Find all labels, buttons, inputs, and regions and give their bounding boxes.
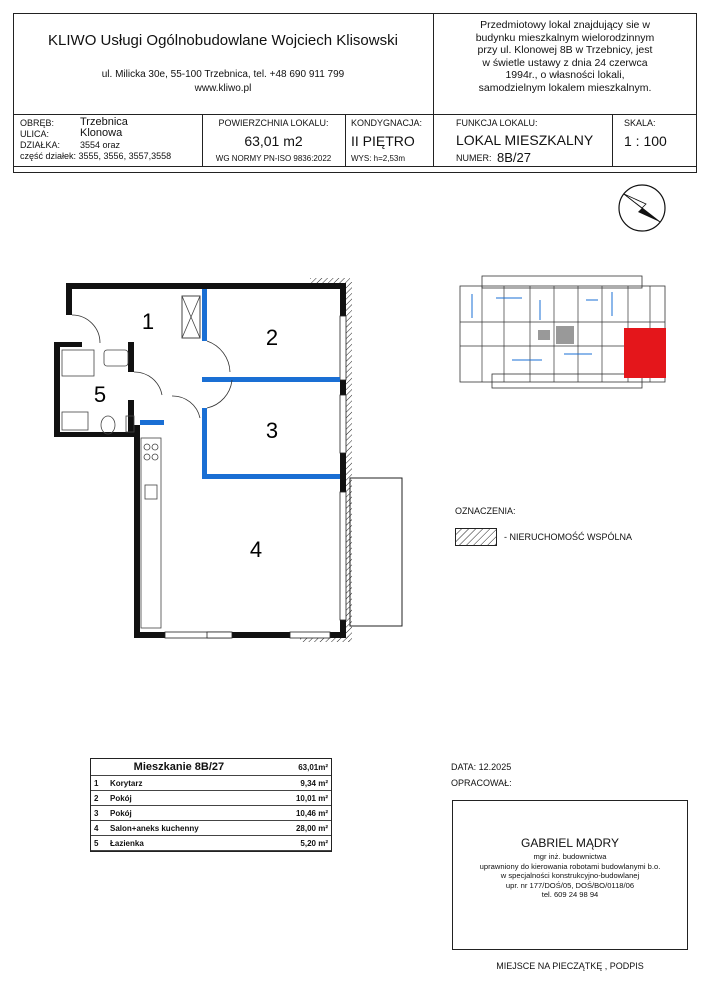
summary-header — [91, 759, 331, 776]
table-row: 1 Korytarz 9,34 m² — [91, 776, 331, 791]
north-arrow-icon — [616, 182, 668, 234]
hatch-swatch-icon — [455, 528, 497, 546]
area-label: POWIERZCHNIA LOKALU: — [218, 118, 329, 128]
floor-label: KONDYGNACJA: — [351, 118, 423, 128]
area-value: 63,01 m2 — [244, 133, 303, 149]
ulica-value: Klonowa — [80, 127, 123, 139]
obreb-value: Trzebnica — [80, 116, 128, 128]
balcony-outline — [350, 478, 402, 626]
table-row: 5 Łazienka 5,20 m² — [91, 836, 331, 851]
summary-total: 63,01m² — [267, 759, 331, 776]
company-address: ul. Milicka 30e, 55-100 Trzebnica, tel. +48 690 911 799 — [101, 69, 345, 80]
ownership-statement: Przedmiotowy lokal znajdujący sie w budynku mieszkalnym wielorodzinnym przy ul. Klonowej 8B w Trzebnicy, jest w świetle ustawy z dnia 24 czerwca 1994r., o własności lokali, samodzielnym lokalem mieszkalnym. — [475, 19, 655, 94]
area-norm: WG NORMY PN-ISO 9836:2022 — [215, 154, 332, 163]
room-label-5: 5 — [93, 382, 107, 407]
floor-height: WYS: h=2,53m — [351, 154, 406, 163]
kitchen-counter — [141, 438, 161, 628]
company-website: www.kliwo.pl — [194, 83, 252, 94]
room-label-3: 3 — [265, 418, 279, 443]
table-row: 4 Salon+aneks kuchenny 28,00 m² — [91, 821, 331, 836]
room-summary — [90, 758, 332, 852]
ulica-label: ULICA: — [20, 129, 50, 139]
room-label-4: 4 — [249, 537, 263, 562]
key-plan — [452, 270, 688, 396]
room-label-2: 2 — [265, 325, 279, 350]
company-name: KLIWO Usługi Ogólnobudowlane Wojciech Klisowski — [48, 32, 398, 49]
summary-title: Mieszkanie 8B/27 — [91, 759, 267, 776]
apartment-highlight — [624, 328, 666, 378]
table-row: 3 Pokój 10,46 m² — [91, 806, 331, 821]
number-value: 8B/27 — [497, 150, 531, 165]
dzialka-label: DZIAŁKA: — [20, 140, 61, 150]
floor-plan — [40, 270, 420, 650]
legend-item: - NIERUCHOMOŚĆ WSPÓLNA — [504, 532, 633, 542]
prepared-by-label: OPRACOWAŁ: — [451, 778, 512, 788]
floor-value: II PIĘTRO — [351, 133, 415, 149]
scale-value: 1 : 100 — [624, 133, 667, 149]
dzialka-value: 3554 oraz — [80, 140, 121, 150]
date: DATA: 12.2025 — [451, 762, 512, 772]
partitions — [140, 289, 340, 479]
author-credentials: mgr inż. budownictwa uprawniony do kierowania robotami budowlanymi b.o. w specjalności konstrukcyjno-budowlanej upr. nr 177/DOŚ/05, DOŚ/BO/0118/06 tel. 609 24 98 94 — [479, 852, 661, 899]
shared-wall-hatch — [346, 282, 352, 642]
number-label: NUMER: — [456, 153, 492, 163]
function-value: LOKAL MIESZKALNY — [456, 132, 594, 148]
plot-parts: część działek: 3555, 3556, 3557,3558 — [20, 151, 172, 161]
stamp-caption: MIEJSCE NA PIECZĄTKĘ , PODPIS — [496, 961, 644, 971]
room-label-1: 1 — [141, 309, 155, 334]
obreb-label: OBRĘB: — [20, 118, 55, 128]
table-row: 2 Pokój 10,01 m² — [91, 791, 331, 806]
legend-title: OZNACZENIA: — [455, 506, 516, 516]
function-label: FUNKCJA LOKALU: — [456, 118, 538, 128]
author-name: GABRIEL MĄDRY — [520, 836, 620, 850]
scale-label: SKALA: — [624, 118, 656, 128]
